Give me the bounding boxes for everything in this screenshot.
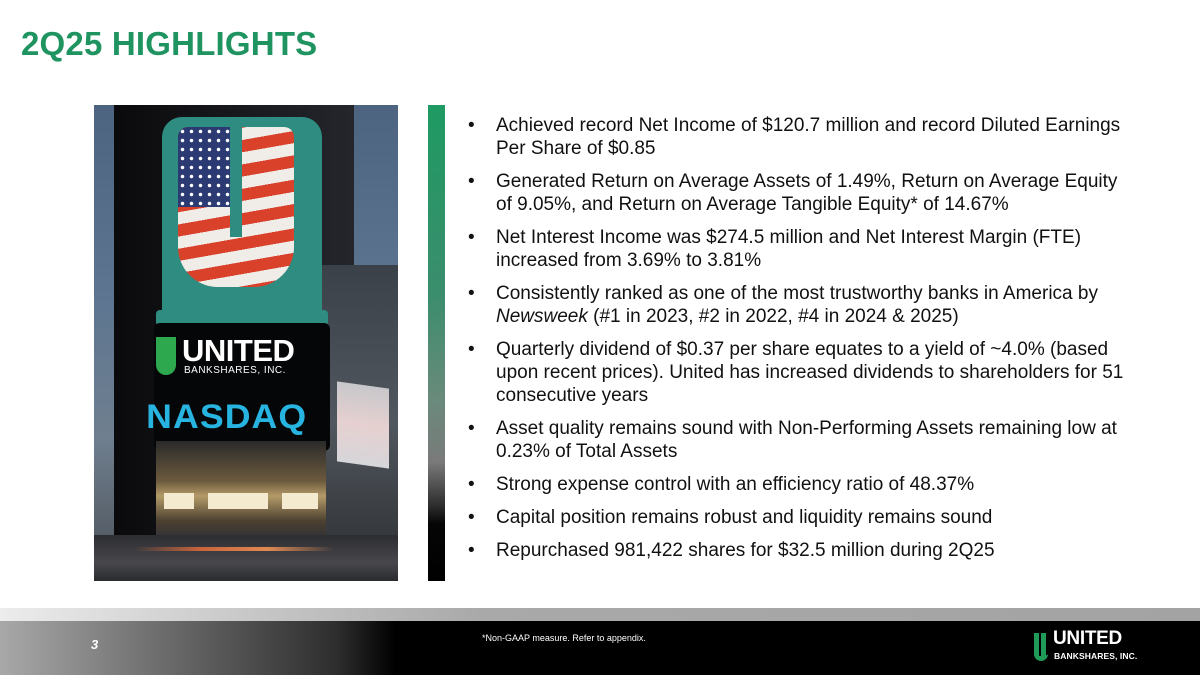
- footer-logo-word: UNITED: [1053, 628, 1122, 649]
- footnote: *Non-GAAP measure. Refer to appendix.: [482, 633, 646, 643]
- u-gap: [230, 127, 242, 237]
- tower-lobby: [156, 441, 326, 541]
- highlight-text: Consistently ranked as one of the most trustworthy banks in America by: [496, 283, 1098, 304]
- footer-united-logo: [1034, 630, 1174, 666]
- highlight-item: • Asset quality remains sound with Non-Performing Assets remaining low at 0.23% of Total Assets: [468, 417, 1128, 463]
- united-mark-icon: [156, 337, 176, 375]
- nasdaq-tower-photo: [94, 105, 398, 581]
- street: [94, 535, 398, 581]
- tower-logo-sub: BANKSHARES, INC.: [184, 365, 286, 376]
- nasdaq-sign: NASDAQ: [146, 398, 308, 436]
- accent-bar: [428, 105, 445, 581]
- highlight-item: • Generated Return on Average Assets of 1.49%, Return on Average Equity of 9.05%, and Return on Average Tangible Equity* of 14.67%: [468, 170, 1128, 216]
- highlight-item: • Strong expense control with an efficiency ratio of 48.37%: [468, 473, 1128, 496]
- tower-united-logo: [156, 335, 326, 379]
- highlight-item: • Capital position remains robust and liquidity remains sound: [468, 506, 1128, 529]
- highlights-list: [468, 114, 1128, 572]
- flag-u-logo: [178, 127, 294, 287]
- footer: [0, 621, 1200, 675]
- traffic-light-streak: [134, 547, 334, 551]
- highlight-item: • Achieved record Net Income of $120.7 million and record Diluted Earnings Per Share of $0.85: [468, 114, 1128, 160]
- highlight-item: [468, 282, 1128, 328]
- tower-logo-word: UNITED: [182, 333, 295, 368]
- highlight-item: • Net Interest Income was $274.5 million and Net Interest Margin (FTE) increased from 3.69% to 3.81%: [468, 226, 1128, 272]
- footer-strip: [0, 608, 1200, 621]
- united-mark-icon: [1034, 633, 1048, 661]
- highlight-text: (#1 in 2023, #2 in 2022, #4 in 2024 & 2025): [587, 306, 959, 327]
- highlight-item: • Repurchased 981,422 shares for $32.5 million during 2Q25: [468, 539, 1128, 562]
- highlight-item: • Quarterly dividend of $0.37 per share equates to a yield of ~4.0% (based upon recent prices). United has increased dividends to shareholders for 51 consecutive years: [468, 338, 1128, 407]
- footer-logo-sub: BANKSHARES, INC.: [1054, 651, 1138, 661]
- newsweek-name: Newsweek: [496, 306, 588, 327]
- slide-title: 2Q25 HIGHLIGHTS: [21, 25, 318, 62]
- flag-canton: [178, 127, 230, 207]
- billboard: [337, 381, 389, 468]
- page-number: 3: [91, 637, 99, 652]
